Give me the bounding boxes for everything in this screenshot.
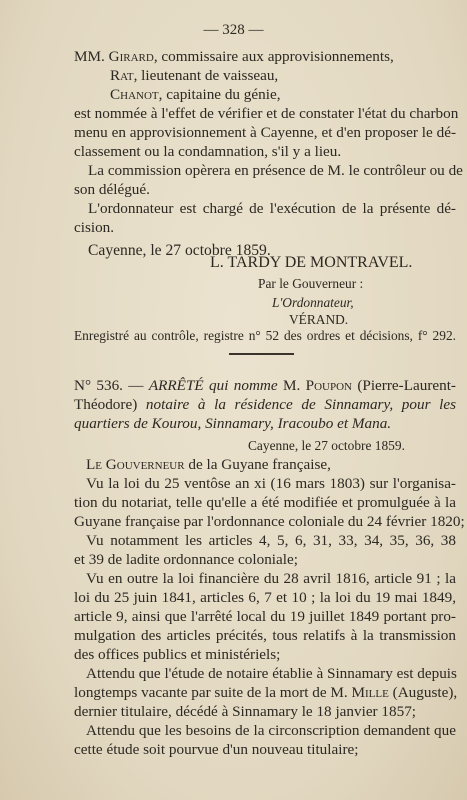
attendu1-line-2 [74,684,456,702]
attendu1-line-1: Attendu que l'étude de notaire établie à Sinnamary est depuis [86,665,457,682]
attendu2-line-1: Attendu que les besoins de la circonscription demandent que [86,722,456,739]
arrete-heading-line-1 [74,377,456,395]
member-name-girard: Girard [108,48,154,65]
arrete-label: ARRÊTÉ [148,377,204,394]
ordonnateur-role: L'Ordonnateur, [272,295,354,310]
member-line-chanot [110,86,281,104]
arrete-number: N° 536. — [74,377,149,394]
member-name-rat: Rat [110,67,134,84]
arrete-name: Poupon [305,377,352,394]
arrete-qui-nomme: qui nomme [203,377,283,394]
attendu1-line-3: dernier titulaire, décédé à Sinnamary le 18 janvier 1857; [74,703,417,720]
arrete-m: M. [282,377,306,394]
arrete-given-names: (Pierre-Laurent- [351,377,456,394]
vu-line-3: Guyane française par l'ordonnance coloniale du 24 février 1820; [74,513,465,530]
registration-note: Enregistré au contrôle, registre n° 52 des ordres et décisions, f° 292. [74,328,456,343]
ordonnateur-signer: VÉRAND. [289,312,349,327]
arrete-heading-line-3: quartiers de Kourou, Sinnamary, Iracoubo et Mana. [74,415,392,432]
vu-line-9: mulgation des articles précités, tous relatifs à la transmission [74,627,456,644]
member-name-chanot: Chanot [110,86,159,103]
vu-line-7: loi du 25 juin 1841, articles 6, 7 et 10 ; la loi du 19 mai 1849, [74,589,456,606]
ordonnateur-line-1: L'ordonnateur est chargé de l'exécution de la présente dé- [88,200,456,217]
page-number: — 328 — [203,22,264,38]
arrete-heading-line-2 [74,396,456,414]
governor-label: Le Gouverneur [86,456,185,473]
governor-signature: L. TARDY DE MONTRAVEL. [210,254,413,271]
governor-line [86,456,331,474]
attendu1-rest: (Auguste), [388,684,458,701]
commission-line-1: La commission opèrera en présence de M. le contrôleur ou de [88,162,463,179]
governor-rest: de la Guyane française, [184,456,331,473]
member-line-rat [110,67,278,85]
vu-line-1: Vu la loi du 25 ventôse an xi (16 mars 1803) sur l'organisa- [86,475,456,492]
section-divider [229,353,294,355]
members-prefix: MM. [74,48,109,65]
by-governor-line: Par le Gouverneur : [258,276,364,291]
decision-line-2: menu en approvisionnement à Cayenne, et d'en proposer le dé- [74,124,456,141]
vu-line-10: des offices publics et ministériels; [74,646,281,663]
vu-line-5: et 39 de ladite ordonnance coloniale; [74,551,298,568]
attendu1-name: Mille [351,684,389,701]
vu-line-6: Vu en outre la loi financière du 28 avril 1816, article 91 ; la [86,570,456,587]
member-line-girard [74,48,394,66]
member-title-chanot: , capitaine du génie, [158,86,281,103]
ordonnateur-line-2: cision. [74,219,115,236]
attendu1-prefix: longtemps vacante par suite de la mort de M. [74,684,352,701]
member-title-girard: , commissaire aux approvisionnements, [153,48,394,65]
commission-line-2: son délégué. [74,181,150,198]
decision-line-1: est nommée à l'effet de vérifier et de constater l'état du charbon [74,105,459,122]
vu-line-2: tion du notariat, telle qu'elle a été modifiée et promulguée à la [74,494,456,511]
arrete-given-names-end: Théodore) [74,396,146,413]
arrete-residence: notaire à la résidence de Sinnamary, pour les [145,396,457,413]
vu-line-4: Vu notamment les articles 4, 5, 6, 31, 33, 34, 35, 36, 38 [86,532,456,549]
member-title-rat: , lieutenant de vaisseau, [133,67,279,84]
decision-date: Cayenne, le 27 octobre 1859. [88,242,271,259]
vu-line-8: article 9, ainsi que l'arrêté local du 19 juillet 1849 portant pro- [74,608,456,625]
decision-line-3: classement ou la condamnation, s'il y a lieu. [74,143,342,160]
attendu2-line-2: cette étude soit pourvue d'un nouveau titulaire; [74,741,359,758]
arrete-date: Cayenne, le 27 octobre 1859. [248,438,405,453]
